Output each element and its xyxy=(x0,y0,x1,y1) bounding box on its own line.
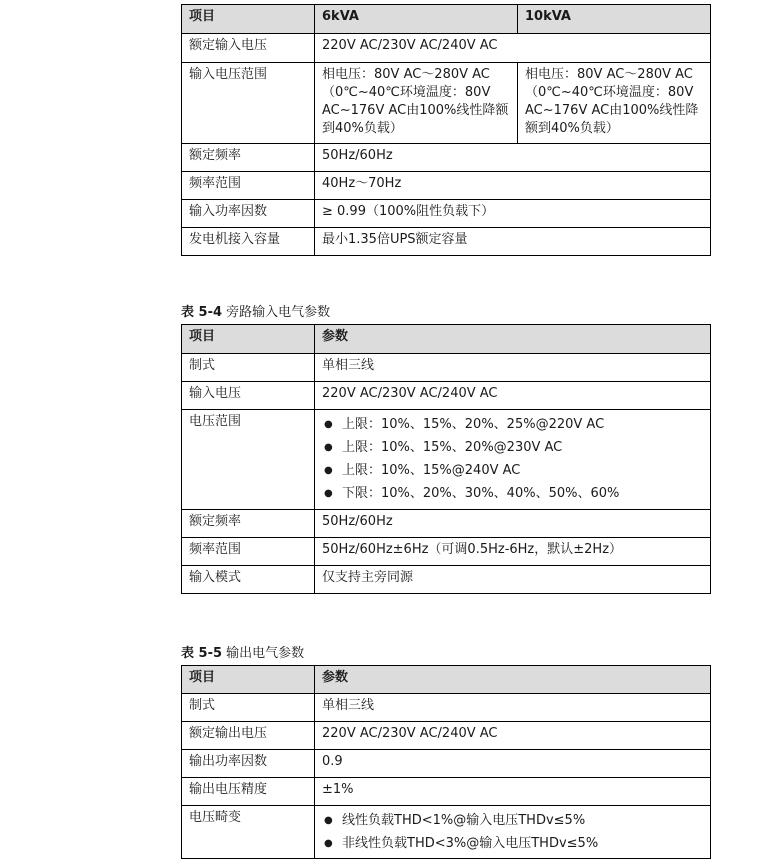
row-label: 输出电压精度 xyxy=(182,778,315,806)
row-value-6kva: 相电压：80V AC～280V AC（0℃~40℃环境温度：80V AC~176V AC由100%线性降额到40%负载） xyxy=(315,63,518,144)
list-item: ● 下限：10%、20%、30%、40%、50%、60% xyxy=(322,482,703,505)
row-value: 40Hz～70Hz xyxy=(315,172,711,200)
bullet-list xyxy=(322,413,703,505)
row-value: 220V AC/230V AC/240V AC xyxy=(315,382,711,410)
table-header-row xyxy=(182,325,711,354)
row-label: 发电机接入容量 xyxy=(182,228,315,256)
header-param: 参数 xyxy=(315,325,711,354)
row-label: 输入电压 xyxy=(182,382,315,410)
list-item: ● 上限：10%、15%、20%@230V AC xyxy=(322,436,703,459)
row-value: 仅支持主旁同源 xyxy=(315,566,711,594)
row-label: 电压畸变 xyxy=(182,806,315,859)
list-item: ● 线性负载THD<1%@输入电压THDv≤5% xyxy=(322,809,703,832)
caption-number: 表 5-5 xyxy=(181,646,223,661)
table-row xyxy=(182,354,711,382)
caption-title: 旁路输入电气参数 xyxy=(226,305,331,320)
caption-title: 输出电气参数 xyxy=(226,646,305,661)
table-row xyxy=(182,694,711,722)
row-value: 0.9 xyxy=(315,750,711,778)
list-item: ● 非线性负载THD<3%@输入电压THDv≤5% xyxy=(322,832,703,855)
row-label: 频率范围 xyxy=(182,538,315,566)
row-value-10kva: 相电压：80V AC～280V AC（0℃~40℃环境温度：80V AC~176V AC由100%线性降额到40%负载） xyxy=(518,63,711,144)
table-row xyxy=(182,172,711,200)
table-row xyxy=(182,566,711,594)
output-electrical-table xyxy=(181,665,711,859)
table-row xyxy=(182,778,711,806)
row-value: 50Hz/60Hz xyxy=(315,510,711,538)
row-label: 输入功率因数 xyxy=(182,200,315,228)
list-item: ● 上限：10%、15%、20%、25%@220V AC xyxy=(322,413,703,436)
row-value xyxy=(315,806,711,859)
header-6kva: 6kVA xyxy=(315,5,518,34)
row-value: 220V AC/230V AC/240V AC xyxy=(315,722,711,750)
table-row xyxy=(182,806,711,859)
row-value: ≥ 0.99（100%阻性负载下） xyxy=(315,200,711,228)
row-value: 最小1.35倍UPS额定容量 xyxy=(315,228,711,256)
input-electrical-table xyxy=(181,4,711,256)
table-header-row xyxy=(182,666,711,694)
header-item: 项目 xyxy=(182,5,315,34)
bullet-list xyxy=(322,809,703,855)
table-row xyxy=(182,144,711,172)
row-label: 制式 xyxy=(182,354,315,382)
table-row xyxy=(182,538,711,566)
table-row xyxy=(182,382,711,410)
row-value: 单相三线 xyxy=(315,694,711,722)
caption-number: 表 5-4 xyxy=(181,305,223,320)
table-row xyxy=(182,510,711,538)
list-item: ● 上限：10%、15%@240V AC xyxy=(322,459,703,482)
header-item: 项目 xyxy=(182,325,315,354)
header-item: 项目 xyxy=(182,666,315,694)
row-value: ±1% xyxy=(315,778,711,806)
table-caption xyxy=(181,301,330,320)
row-value: 50Hz/60Hz xyxy=(315,144,711,172)
row-label: 输入模式 xyxy=(182,566,315,594)
table-caption xyxy=(181,642,304,661)
row-label: 额定输入电压 xyxy=(182,34,315,63)
table-row xyxy=(182,722,711,750)
header-10kva: 10kVA xyxy=(518,5,711,34)
table-row xyxy=(182,34,711,63)
row-value: 220V AC/230V AC/240V AC xyxy=(315,34,711,63)
row-value: 单相三线 xyxy=(315,354,711,382)
table-row xyxy=(182,410,711,510)
bypass-input-table xyxy=(181,324,711,594)
row-label: 制式 xyxy=(182,694,315,722)
table-row xyxy=(182,200,711,228)
row-label: 输入电压范围 xyxy=(182,63,315,144)
table-row xyxy=(182,750,711,778)
header-param: 参数 xyxy=(315,666,711,694)
row-value xyxy=(315,410,711,510)
row-label: 电压范围 xyxy=(182,410,315,510)
table-header-row xyxy=(182,5,711,34)
table-row xyxy=(182,63,711,144)
row-label: 额定频率 xyxy=(182,510,315,538)
row-label: 频率范围 xyxy=(182,172,315,200)
row-label: 输出功率因数 xyxy=(182,750,315,778)
row-label: 额定频率 xyxy=(182,144,315,172)
table-row xyxy=(182,228,711,256)
row-value: 50Hz/60Hz±6Hz（可调0.5Hz-6Hz，默认±2Hz） xyxy=(315,538,711,566)
row-label: 额定输出电压 xyxy=(182,722,315,750)
